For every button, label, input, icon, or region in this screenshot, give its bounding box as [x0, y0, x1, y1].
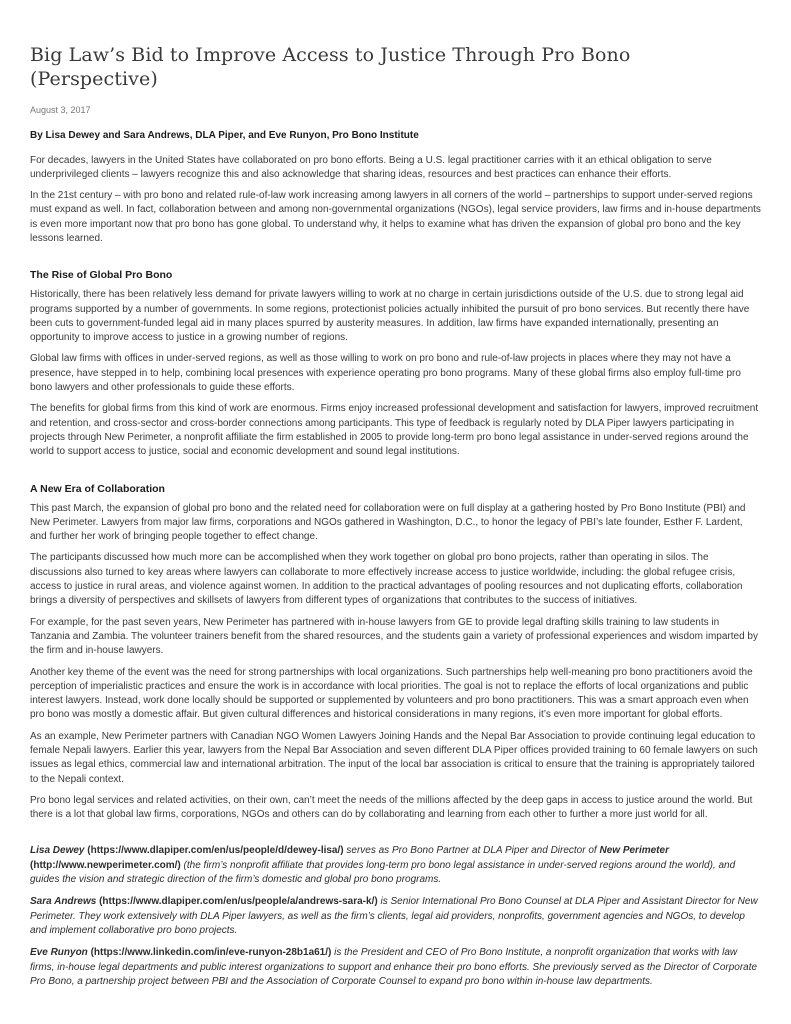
page-title: Big Law’s Bid to Improve Access to Justice Through Pro Bono (Perspective): [30, 44, 631, 90]
organization-url[interactable]: (http://www.newperimeter.com/): [30, 859, 184, 871]
publish-date: August 3, 2017: [30, 104, 91, 115]
paragraph: The participants discussed how much more can be accomplished when they work together on global pro bono projects, rather than operating in silos. The discussions also turned to key areas where lawyers can collaborate to more effectively increase access to justice worldwide, including: the global refugee crisis, access to justice in rural areas, and violence against women. In addition to the practical advantages of pooling resources and not duplicating efforts, collaboration brings a diversity of perspectives and skillsets of lawyers from different types of organizations that contributes to the success of initiatives.: [30, 552, 743, 607]
bio-text: is the President and CEO of Pro Bono Institute, a nonprofit organization that works with law firms, in-house legal departments and public interest organizations to support and enhance their pro bono efforts. She previously served as the Director of Corporate Pro Bono, a partnership project between PBI and the Association of Corporate Counsel to expand pro bono within in-house law departments.: [30, 947, 758, 987]
paragraph: The benefits for global firms from this kind of work are enormous. Firms enjoy increased professional development and satisfaction for lawyers, improved recruitment and retention, and cross-sector and cross-border connections among participants. This type of feedback is regularly noted by DLA Piper lawyers participating in projects through New Perimeter, a nonprofit affiliate the firm established in 2005 to provide long-term pro bono legal assistance in under-served regions around the world to support access to justice, social and economic development and sound legal institutions.: [30, 403, 759, 458]
byline: By Lisa Dewey and Sara Andrews, DLA Piper, and Eve Runyon, Pro Bono Institute: [30, 129, 419, 141]
author-bio-eve-runyon: [30, 946, 761, 989]
section-heading-new-era-of-collaboration: A New Era of Collaboration: [30, 482, 165, 495]
bio-text: (the firm’s nonprofit affiliate that provides long-term pro bono legal assistance in under-served regions around the world), and guides the vision and strategic direction of the firm’s domestic and global pro bono programs.: [30, 859, 736, 886]
paragraph: For decades, lawyers in the United States have collaborated on pro bono efforts. Being a U.S. legal practitioner carries with it an ethical obligation to serve underprivileged clients – lawyers recognize this and also acknowledge that sharing ideas, resources and best practices can enhance their efforts.: [30, 154, 712, 180]
paragraph: Global law firms with offices in under-served regions, as well as those willing to work on pro bono and rule-of-law projects in places where they may not have a presence, have stepped in to help, combining local presences with experience operating pro bono programs. Many of these global firms also employ full-time pro bono lawyers and other professionals to guide these efforts.: [30, 353, 741, 394]
organization-name: New Perimeter: [599, 845, 669, 857]
paragraph: For example, for the past seven years, New Perimeter has partnered with in-house lawyers from GE to provide legal drafting skills training to law students in Tanzania and Zambia. The volunteer trainers benefit from the shared resources, and the students gain a variety of professional experiences and wisdom imparted by the firm and in-house lawyers.: [30, 616, 758, 657]
paragraph: As an example, New Perimeter partners with Canadian NGO Women Lawyers Joining Hands and the Nepal Bar Association to provide continuing legal education to female Nepali lawyers. Earlier this year, lawyers from the Nepal Bar Association and seven different DLA Piper offices provided training to 60 female lawyers on such issues as legal ethics, commercial law and international arbitration. The input of the local bar association is critical to ensure that the training is appropriately tailored to the Nepali context.: [30, 730, 758, 785]
author-profile-url[interactable]: (https://www.linkedin.com/in/eve-runyon-28b1a61/): [87, 947, 335, 959]
paragraph: Pro bono legal services and related activities, on their own, can’t meet the needs of the millions affected by the deep gaps in access to justice around the world. But there is a lot that global law firms, corporations, NGOs and others can do by collaborating and learning from each other to further a more just world for all.: [30, 794, 753, 821]
bio-text: is Senior International Pro Bono Counsel at DLA Piper and Assistant Director for New Perimeter. They work extensively with DLA Piper lawyers, as well as the firm’s clients, legal aid providers, nonprofits, government agencies and NGOs, to develop and implement collaborative pro bono projects.: [30, 896, 758, 936]
paragraph: In the 21st century – with pro bono and related rule-of-law work increasing among lawyers in all corners of the world – partnerships to support under-served regions must expand as well. In fact, collaboration between and among non-governmental organizations (NGOs), legal service providers, law firms and in-house departments is even more important now that pro bono has gone global. To understand why, it helps to examine what has driven the expansion of global pro bono and the key lessons learned.: [30, 190, 761, 244]
paragraph: This past March, the expansion of global pro bono and the related need for collaboration were on full display at a gathering hosted by Pro Bono Institute (PBI) and New Perimeter. Lawyers from major law firms, corporations and NGOs gathered in Washington, D.C., to honor the legacy of PBI’s late founder, Esther F. Lardent, and further her work of bringing people together to effect change.: [30, 502, 746, 543]
paragraph: Another key theme of the event was the need for strong partnerships with local organizations. Such partnerships help well-meaning pro bono practitioners avoid the perception of imperialistic practices and ensure the work is in accordance with local priorities. The goal is not to replace the efforts of local organizations and public interest lawyers. Instead, work done locally should be supported or supplemented by volunteers and pro bono practitioners. This was a smart approach even when pro bono was mostly a domestic affair. But given cultural differences and historical considerations in many regions, it’s even more important for global efforts.: [30, 666, 753, 721]
paragraph: Historically, there has been relatively less demand for private lawyers willing to work at no charge in certain jurisdictions outside of the U.S. due to strong legal aid programs supported by a number of governments. In some regions, protectionist policies actually inhibited the pursuit of pro bono services. But recently there have been cuts to government-funded legal aid in many places spurred by austerity measures. In addition, law firms have expanded internationally, presenting an opportunity to improve access to justice in a growing number of regions.: [30, 289, 750, 344]
author-name: Lisa Dewey: [30, 845, 85, 857]
section-heading-rise-of-global-pro-bono: The Rise of Global Pro Bono: [30, 269, 173, 282]
author-profile-url[interactable]: (https://www.dlapiper.com/en/us/people/d/dewey-lisa/): [84, 845, 347, 857]
bio-text: serves as Pro Bono Partner at DLA Piper and Director of: [346, 845, 600, 857]
author-bios: [30, 844, 761, 989]
author-bio-sara-andrews: [30, 895, 761, 938]
author-bio-lisa-dewey: [30, 844, 761, 887]
author-name: Sara Andrews: [30, 896, 97, 908]
author-name: Eve Runyon: [30, 947, 88, 959]
author-profile-url[interactable]: (https://www.dlapiper.com/en/us/people/a/andrews-sara-k/): [96, 896, 381, 908]
